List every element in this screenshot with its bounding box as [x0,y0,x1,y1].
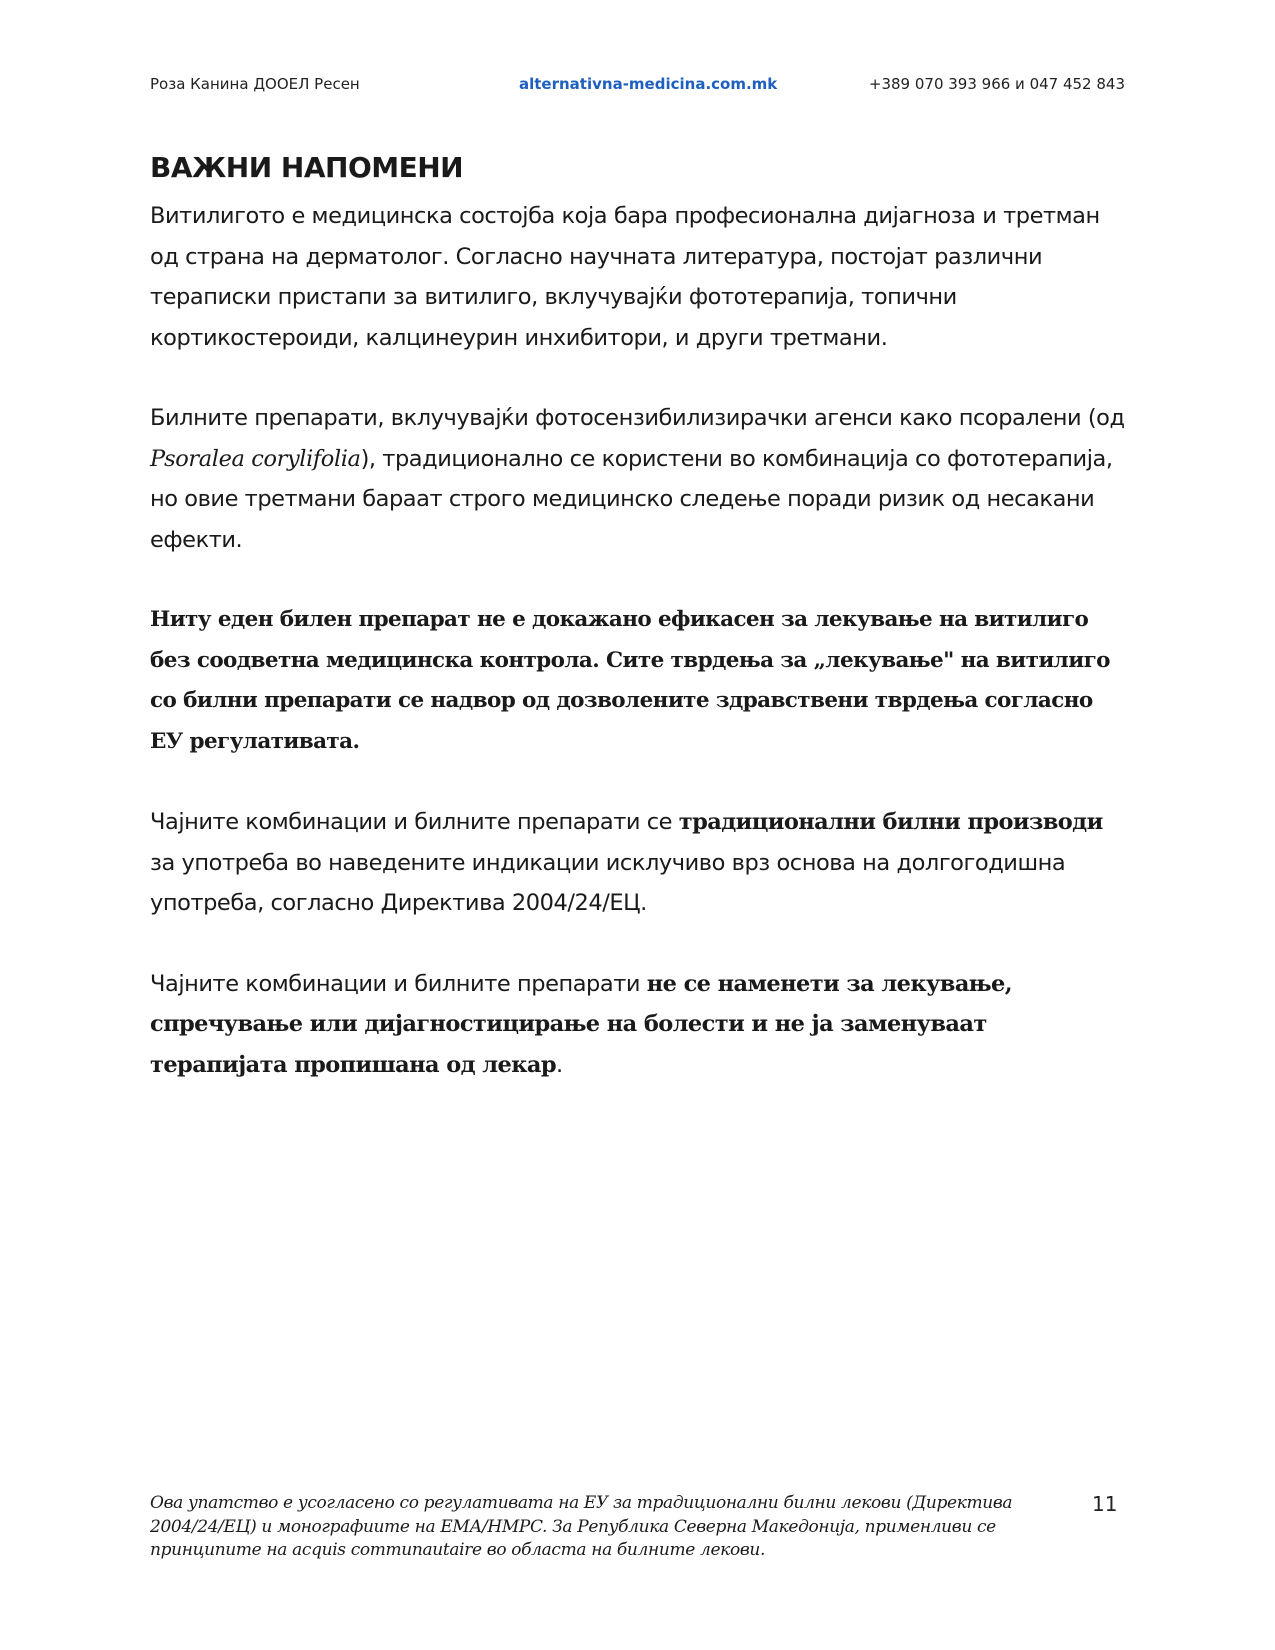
paragraph4-bold: традиционални билни производи [678,809,1103,835]
page-number: 11 [1092,1492,1118,1516]
paragraph-herbal-psoralens [150,398,1130,560]
paragraph5-part2: . [555,1051,563,1078]
latin-plant-name: Psoralea corylifolia [150,445,361,472]
paragraph5-part1: Чајните комбинации и билните препарати [150,970,647,997]
paragraph4-part2: за употреба во наведените индикации исклучиво врз основа на долгогодишна употреба, согласно Директива 2004/24/ЕЦ. [150,849,1066,916]
paragraph-traditional-products [150,802,1130,924]
page-title: ВАЖНИ НАПОМЕНИ [150,151,464,184]
paragraph2-part2: ), традиционално се користени во комбинација со фототерапија, но овие третмани бараат строго медицинско следење поради ризик од несакани ефекти. [150,445,1113,553]
paragraph-vitiligo-intro: Витилигото е медицинска состојба која бара професионална дијагноза и третман од страна на дерматолог. Согласно научната литература, постојат различни тераписки пристапи за витилиго, вклучувајќи фототерапија, топични кортикостероиди, калцинеурин инхибитори, и други третмани. [150,203,1100,351]
main-content [150,150,1130,1125]
footer-regulation-note: Ова упатство е усогласено со регулативата на ЕУ за традиционални билни лекови (Директива 2004/24/ЕЦ) и монографиите на ЕМА/HMPC. За Република Северна Македонија, применливи се принципите на acquis communautaire во областа на билните лекови. [150,1493,1013,1560]
paragraph2-part1: Билните препарати, вклучувајќи фотосензибилизирачки агенси како псоралени (од [150,405,1125,431]
header-website-link[interactable]: alternativna-medicina.com.mk [519,75,778,93]
page-header [150,75,1125,99]
paragraph-no-proven-cure: Ниту еден билен препарат не е докажано ефикасен за лекување на витилиго без соодветна медицинска контрола. Сите тврдења за „лекување" на витилиго со билни препарати се надвор од дозволените здравствени тврдења согласно ЕУ регулативата. [150,607,1110,754]
paragraph-not-for-treatment [150,964,1130,1086]
header-company: Роза Канина ДООЕЛ Ресен [150,75,360,93]
paragraph4-part1: Чајните комбинации и билните препарати се [150,809,679,835]
paragraph5-bold: не се наменети за лекување, спречување или дијагностицирање на болести и не ја заменуваат терапијата пропишана од лекар [150,970,1012,1078]
header-phone: +389 070 393 966 и 047 452 843 [868,75,1125,93]
